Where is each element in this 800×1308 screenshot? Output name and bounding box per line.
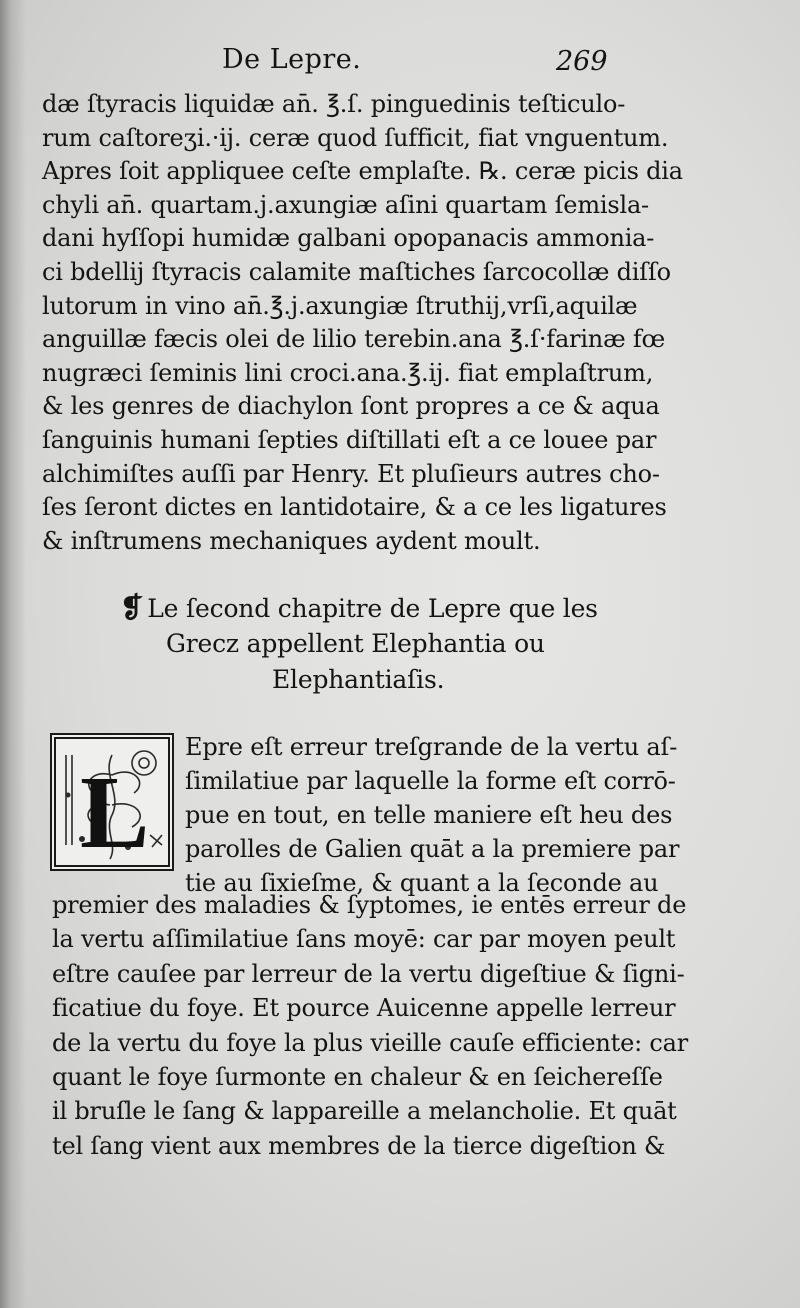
- text-line: & les genres de diachylon ſont propres a ce & aqua: [42, 392, 660, 421]
- chapter-heading-line-3: Elephantiaſis.: [272, 665, 445, 694]
- pilcrow-icon: ❡: [120, 591, 144, 624]
- text-line: ſanguinis humani ſepties diſtillati eſt a ce louee par: [42, 425, 657, 454]
- text-line: parolles de Galien quāt a la premiere par: [185, 835, 680, 863]
- text-line: anguillæ fæcis olei de lilio terebin.ana ℥.ſ·farinæ fœ: [42, 325, 666, 354]
- initial-letter-ornament: [52, 735, 172, 869]
- page-header: [0, 44, 800, 84]
- page-number: 269: [556, 46, 608, 77]
- text-line: ficatiue du foye. Et pource Auicenne appelle lerreur: [52, 994, 676, 1023]
- text-line: il bruſle le ſang & lappareille a melancholie. Et quāt: [52, 1097, 677, 1126]
- text-line: rum caſtoreʒi.·ij. ceræ quod ſufficit, fiat vnguentum.: [42, 123, 669, 152]
- text-line: ſes ſeront dictes en lantidotaire, & a ce les ligatures: [42, 493, 667, 522]
- text-line: nugræci ſeminis lini croci.ana.℥.ij. fiat emplaſtrum,: [42, 358, 654, 387]
- paragraph-top: [42, 88, 683, 558]
- text-line: tel ſang vient aux membres de la tierce digeſtion &: [52, 1131, 666, 1160]
- text-line: alchimiſtes auſſi par Henry. Et pluſieurs autres cho-: [42, 459, 660, 488]
- text-line: eſtre cauſee par lerreur de la vertu digeſtiue & ſigni-: [52, 959, 685, 988]
- text-line: pue en tout, en telle maniere eſt heu des: [185, 801, 673, 829]
- initial-letter-glyph: L: [80, 755, 150, 869]
- text-line: dani hyſſopi humidæ galbani opopanacis ammonia-: [42, 224, 655, 253]
- text-line: chyli an̄. quartam.j.axungiæ aſini quartam ſemisla-: [42, 190, 649, 219]
- text-line: tie au ſixieſme, & quant a la ſeconde au: [185, 869, 659, 897]
- text-line: la vertu aſſimilatiue ſans moyē: car par moyen peult: [52, 925, 676, 954]
- chapter-heading: [120, 590, 680, 698]
- gutter-shadow: [0, 0, 26, 1308]
- text-line: Epre eſt erreur treſgrande de la vertu aſ-: [185, 733, 678, 761]
- text-line: lutorum in vino an̄.℥.j.axungiæ ſtruthij,vrſi,aquilæ: [42, 291, 638, 320]
- text-line: de la vertu du foye la plus vieille cauſe efficiente: car: [52, 1028, 689, 1057]
- paragraph-body: [52, 888, 689, 1163]
- paragraph-opening: [185, 730, 680, 900]
- running-title: De Lepre.: [222, 44, 362, 75]
- text-line: ci bdellij ſtyracis calamite maſtiches ſarcocollæ diſſo: [42, 257, 671, 286]
- chapter-heading-line-1: [120, 590, 680, 626]
- text-line: premier des maladies & ſyptomes, ie entēs erreur de: [52, 891, 687, 919]
- text-line: ſimilatiue par laquelle la forme eſt corrō-: [185, 767, 676, 795]
- text-line: & inſtrumens mechaniques aydent moult.: [42, 526, 541, 555]
- chapter-heading-line-2: Grecz appellent Elephantia ou: [166, 629, 545, 658]
- decorated-initial-icon: [50, 733, 174, 871]
- chapter-heading-text: Le ſecond chapitre de Lepre que les: [147, 594, 598, 623]
- text-line: dæ ſtyracis liquidæ an̄. ℥.ſ. pinguedinis teſticulo-: [42, 90, 626, 118]
- text-line: Apres ſoit appliquee ceſte emplaſte. ℞. ceræ picis dia: [42, 157, 683, 186]
- text-line: quant le foye ſurmonte en chaleur & en ſeichereſſe: [52, 1062, 663, 1091]
